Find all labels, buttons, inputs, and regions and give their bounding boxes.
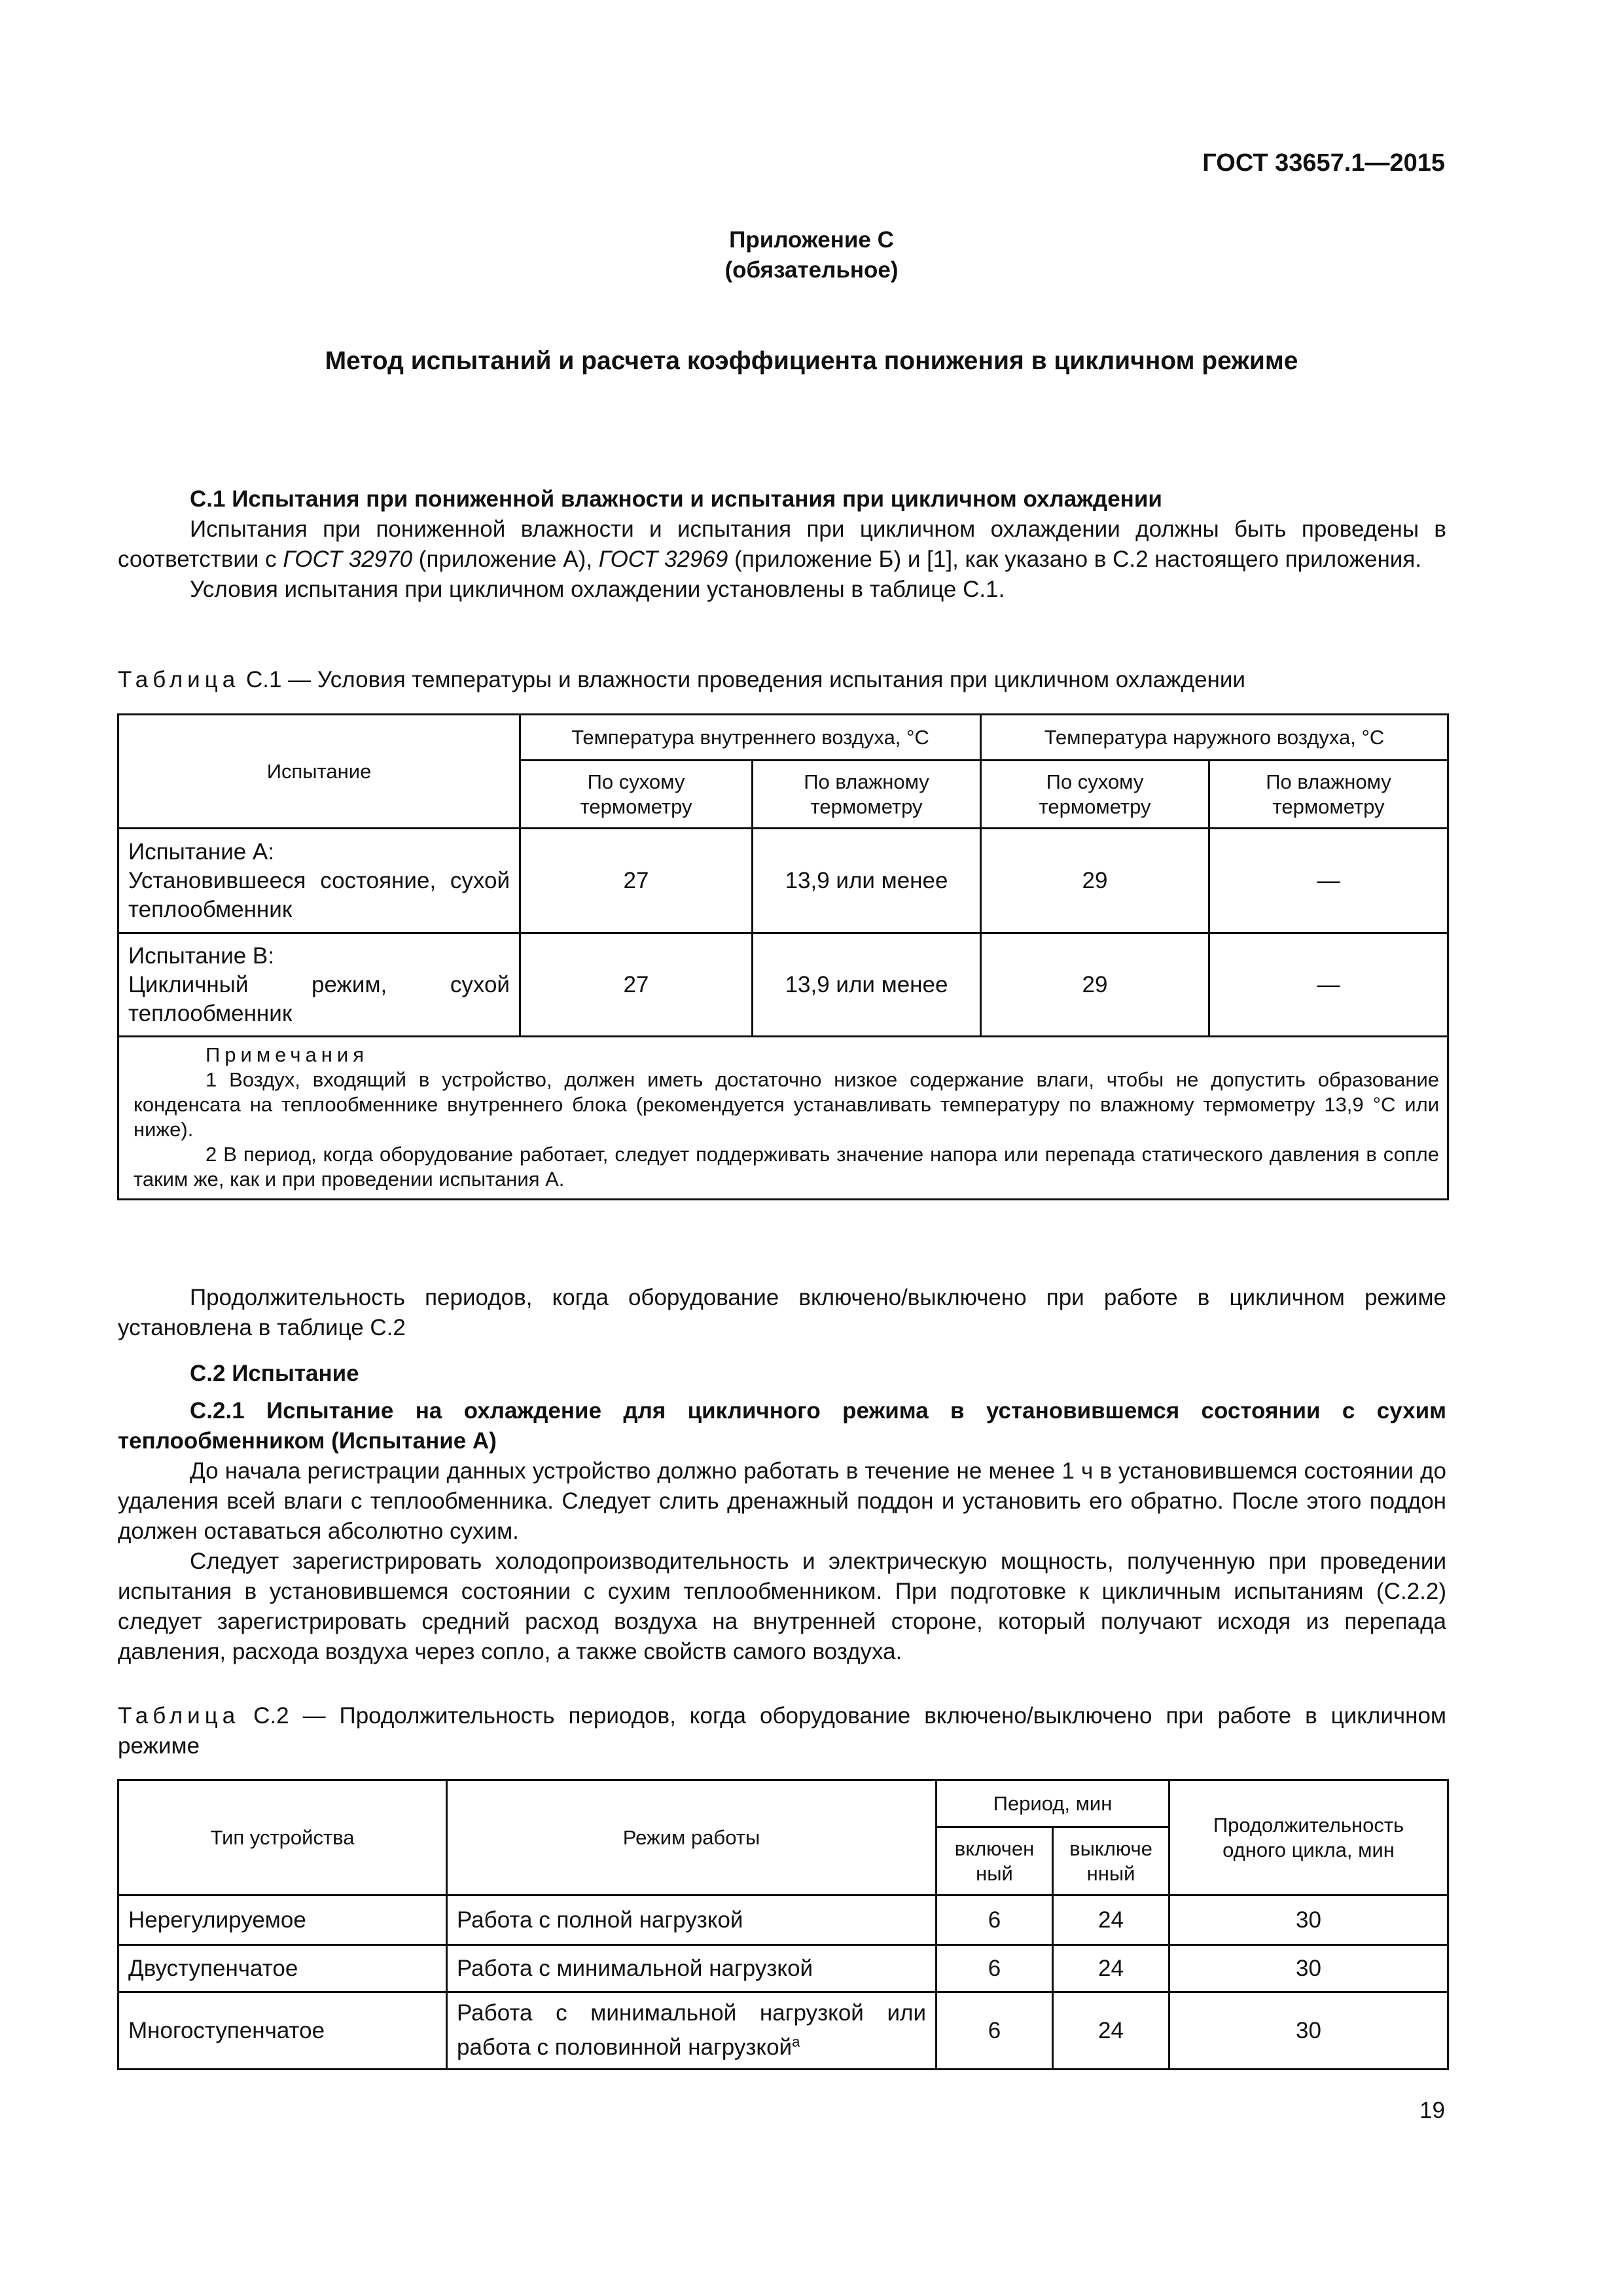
table-row — [118, 1895, 1448, 1945]
table-c1 — [117, 713, 1449, 1200]
table-c2-header-type: Тип устройства — [118, 1780, 447, 1895]
section-c2-body — [118, 1396, 1446, 1667]
table-c2-header-mode: Режим работы — [447, 1780, 936, 1895]
table-row — [118, 1945, 1448, 1992]
table-c2-header-off: выключенный — [1053, 1827, 1169, 1895]
table-cell: 13,9 или менее — [753, 933, 981, 1037]
section-c1 — [118, 484, 1446, 605]
table-cell: 13,9 или менее — [753, 829, 981, 933]
table-c2-header-on: включенный — [936, 1827, 1053, 1895]
table-cell: 27 — [520, 933, 753, 1037]
table-c1-notes-row — [118, 1037, 1448, 1200]
table-c1-notes — [118, 1037, 1448, 1200]
table-c1-subheader: По влажному термометру — [753, 761, 981, 829]
section-c1-paragraph-1: Испытания при пониженной влажности и испытания при цикличном охлаждении должны быть проведены в соответствии с ГОСТ 32970 (приложение А), ГОСТ 32969 (приложение Б) и [1], как указано в С.2 настоящего приложения. — [118, 516, 1446, 572]
table-cell: 30 — [1169, 1992, 1448, 2070]
annex-title: Метод испытаний и расчета коэффициента понижения в цикличном режиме — [325, 347, 1298, 375]
table-cell: Двуступенчатое — [118, 1945, 447, 1992]
section-c1-heading: С.1 Испытания при пониженной влажности и испытания при цикличном охлаждении — [190, 486, 1162, 512]
table-c1-header-outdoor: Температура наружного воздуха, °С — [981, 715, 1448, 761]
table-c1-subheader: По сухому термометру — [520, 761, 753, 829]
table-cell: Нерегулируемое — [118, 1895, 447, 1945]
table-row — [118, 933, 1448, 1037]
table-c2 — [117, 1779, 1449, 2070]
section-c21-paragraph-1: До начала регистрации данных устройство должно работать в течение не менее 1 ч в установившемся состоянии до удаления всей влаги с теплообменника. Следует слить дренажный поддон и установить его обратно. После этого поддон должен оставаться абсолютно сухим. — [118, 1458, 1446, 1544]
notes-title: Примечания — [205, 1043, 368, 1066]
section-c21-paragraph-2: Следует зарегистрировать холодопроизводительность и электрическую мощность, полученную при проведении испытания в установившемся состоянии с сухим теплообменником. При подготовке к цикличным испытаниям (С.2.2) следует зарегистрировать средний расход воздуха на внутренней стороне, который получают исходя из перепада давления, расхода воздуха через сопло, а также свойств самого воздуха. — [118, 1549, 1446, 1664]
table-cell: Испытание В: Цикличный режим, сухой теплообменник — [118, 933, 520, 1037]
table-cell: — — [1209, 829, 1448, 933]
table-cell: Работа с минимальной нагрузкой — [447, 1945, 936, 1992]
table-cell: 29 — [981, 933, 1209, 1037]
note-1: 1 Воздух, входящий в устройство, должен иметь достаточно низкое содержание влаги, чтобы не допустить образование конденсата на теплообменнике внутреннего блока (рекомендуется устанавливать температуру по влажному термометру 13,9 °С или ниже). — [134, 1068, 1440, 1141]
table-cell: Работа с минимальной нагрузкой или работа с половинной нагрузкой$^а$ — [447, 1992, 936, 2070]
page-number: 19 — [1419, 2098, 1445, 2123]
section-c2-heading: С.2 Испытание — [190, 1361, 359, 1386]
table-cell: 6 — [936, 1895, 1053, 1945]
standard-number: ГОСТ 33657.1—2015 — [1202, 149, 1445, 177]
table-cell: 6 — [936, 1945, 1053, 1992]
table-cell: — — [1209, 933, 1448, 1037]
annex-heading — [118, 225, 1505, 285]
table-cell: Многоступенчатое — [118, 1992, 447, 2070]
table-c2-caption: Таблица С.2 — Продолжительность периодов, когда оборудование включено/выключено при работе в цикличном режиме — [118, 1703, 1446, 1759]
table-c1-subheader: По влажному термометру — [1209, 761, 1448, 829]
table-c1-subheader: По сухому термометру — [981, 761, 1209, 829]
table-c1-header-test: Испытание — [118, 715, 520, 829]
annex-label: Приложение С — [729, 227, 894, 253]
table-cell: 24 — [1053, 1895, 1169, 1945]
table-c1-header-indoor: Температура внутреннего воздуха, °С — [520, 715, 981, 761]
table-cell: 29 — [981, 829, 1209, 933]
table-cell: 24 — [1053, 1945, 1169, 1992]
annex-status: (обязательное) — [724, 257, 899, 283]
section-c21-heading: С.2.1 Испытание на охлаждение для цикличного режима в установившемся состоянии с сухим теплообменником (Испытание А) — [118, 1398, 1446, 1454]
table-c2-header-period: Период, мин — [936, 1780, 1169, 1827]
table-row — [118, 829, 1448, 933]
table-cell: 27 — [520, 829, 753, 933]
table-cell: 6 — [936, 1992, 1053, 2070]
after-table-c1-text: Продолжительность периодов, когда оборудование включено/выключено при работе в цикличном режиме установлена в таблице С.2 — [118, 1285, 1446, 1340]
note-2: 2 В период, когда оборудование работает, следует поддерживать значение напора или перепада статического давления в сопле таким же, как и при проведении испытания А. — [134, 1143, 1440, 1191]
table-cell: 30 — [1169, 1895, 1448, 1945]
table-cell: Испытание А: Установившееся состояние, сухой теплообменник — [118, 829, 520, 933]
table-c2-header-cycle: Продолжительность одного цикла, мин — [1169, 1780, 1448, 1895]
table-cell: 24 — [1053, 1992, 1169, 2070]
table-cell: Работа с полной нагрузкой — [447, 1895, 936, 1945]
section-c2 — [118, 1359, 1446, 1389]
footnote-mark: а — [792, 2034, 800, 2051]
section-c1-paragraph-2: Условия испытания при цикличном охлаждении установлены в таблице С.1. — [190, 577, 1005, 602]
table-cell: 30 — [1169, 1945, 1448, 1992]
table-row — [118, 1992, 1448, 2070]
table-c1-caption: Таблица С.1 — Условия температуры и влажности проведения испытания при цикличном охлаждении — [118, 667, 1245, 692]
